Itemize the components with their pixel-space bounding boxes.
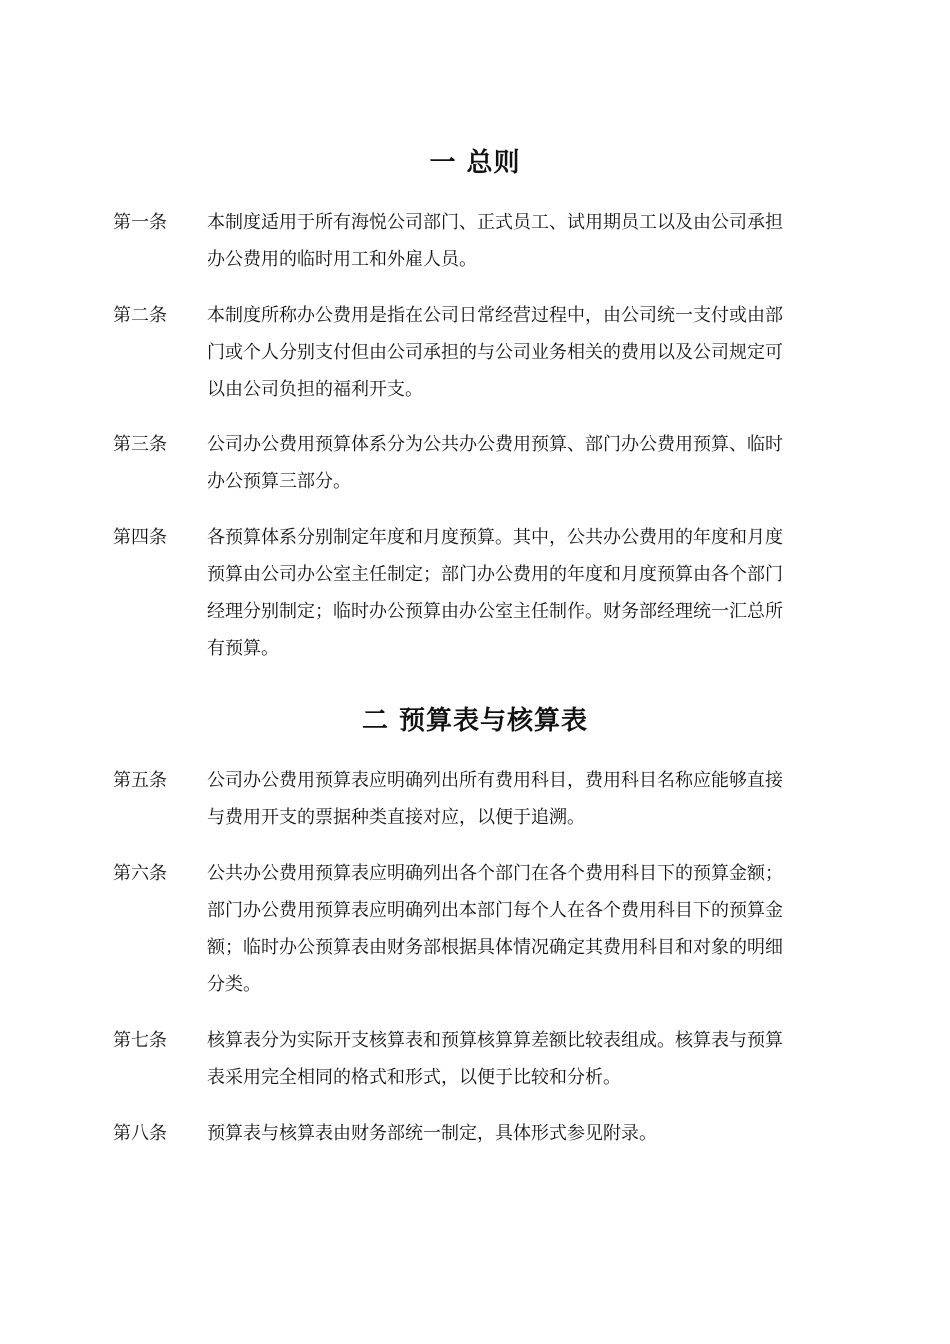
article-line: 办公预算三部分。 [207, 471, 351, 492]
article-line: 以由公司负担的福利开支。 [207, 379, 423, 400]
section-title: 一 总则 [429, 148, 521, 178]
article-label: 第三条 [113, 434, 167, 455]
article-label: 第二条 [113, 305, 167, 326]
article-body [207, 204, 837, 278]
article-line: 办公费用的临时用工和外雇人员。 [207, 249, 477, 270]
article-label: 第七条 [113, 1030, 167, 1051]
article-line: 有预算。 [207, 638, 279, 659]
article-body [207, 297, 837, 408]
article-line: 表采用完全相同的格式和形式，以便于比较和分析。 [207, 1067, 621, 1088]
article-body [207, 426, 837, 500]
article-line: 经理分别制定；临时办公预算由办公室主任制作。财务部经理统一汇总所 [207, 601, 783, 622]
article-line: 公司办公费用预算体系分为公共办公费用预算、部门办公费用预算、临时 [207, 434, 783, 455]
article-label: 第四条 [113, 527, 167, 548]
article-line: 额；临时办公预算表由财务部根据具体情况确定其费用科目和对象的明细 [207, 937, 783, 958]
article-label: 第八条 [113, 1123, 167, 1144]
article-line: 门或个人分别支付但由公司承担的与公司业务相关的费用以及公司规定可 [207, 342, 783, 363]
article-label: 第六条 [113, 863, 167, 884]
article-line: 核算表分为实际开支核算表和预算核算算差额比较表组成。核算表与预算 [207, 1030, 783, 1051]
article-line: 与费用开支的票据种类直接对应，以便于追溯。 [207, 807, 585, 828]
article-line: 公共办公费用预算表应明确列出各个部门在各个费用科目下的预算金额； [207, 863, 783, 884]
article-line: 本制度所称办公费用是指在公司日常经营过程中，由公司统一支付或由部 [207, 305, 783, 326]
article-line: 各预算体系分别制定年度和月度预算。其中，公共办公费用的年度和月度 [207, 527, 783, 548]
article-line: 本制度适用于所有海悦公司部门、正式员工、试用期员工以及由公司承担 [207, 212, 783, 233]
article-line: 预算由公司办公室主任制定；部门办公费用的年度和月度预算由各个部门 [207, 564, 783, 585]
section-title: 二 预算表与核算表 [361, 706, 589, 736]
article-body [207, 762, 837, 836]
article-label: 第一条 [113, 212, 167, 233]
article-body [207, 519, 837, 667]
article-line: 部门办公费用预算表应明确列出本部门每个人在各个费用科目下的预算金 [207, 900, 783, 921]
article-body [207, 1115, 837, 1152]
article-line: 分类。 [207, 974, 261, 995]
article-body [207, 1022, 837, 1096]
article-body [207, 855, 837, 1003]
article-label: 第五条 [113, 770, 167, 791]
article-line: 预算表与核算表由财务部统一制定，具体形式参见附录。 [207, 1123, 657, 1144]
article-line: 公司办公费用预算表应明确列出所有费用科目，费用科目名称应能够直接 [207, 770, 783, 791]
